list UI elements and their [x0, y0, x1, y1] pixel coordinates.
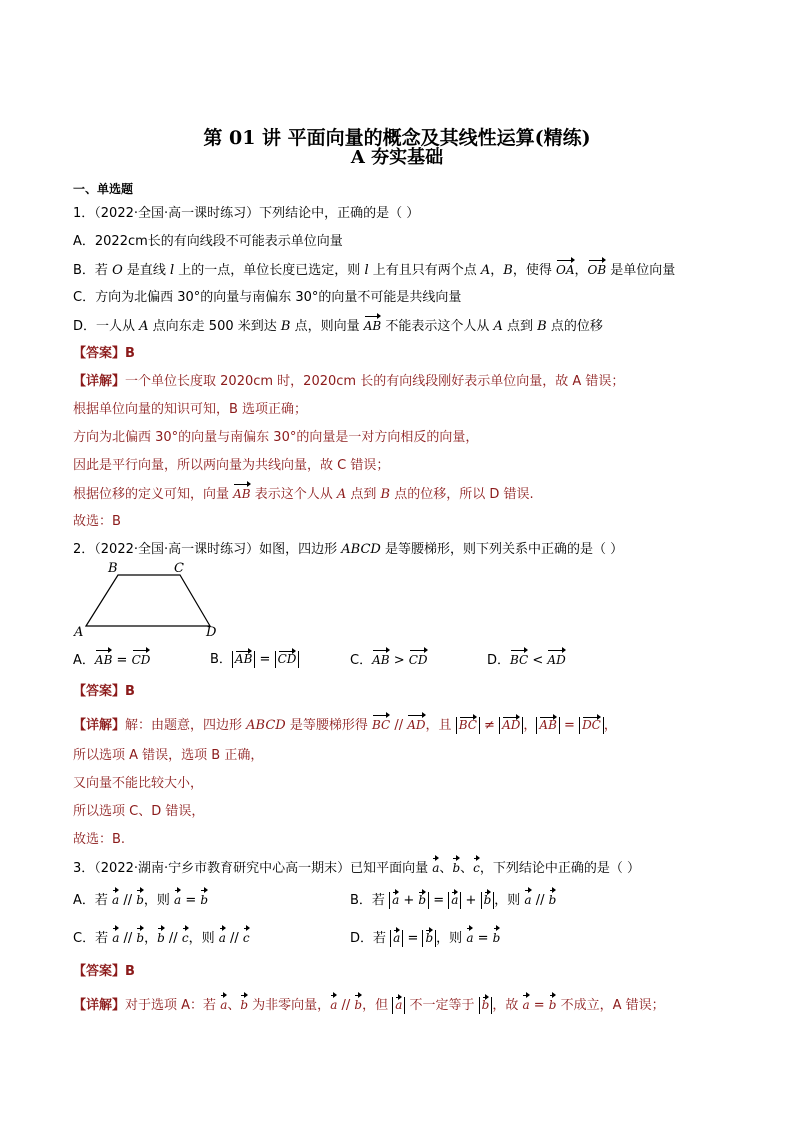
- text: 点，则向量: [290, 319, 364, 334]
- text: B: [503, 263, 513, 278]
- text: //: [337, 998, 355, 1013]
- answer-value: B: [125, 964, 135, 979]
- text: B: [380, 487, 391, 502]
- text: ，: [144, 931, 158, 946]
- text: ABCD: [246, 718, 286, 733]
- text: 点到: [346, 487, 381, 502]
- q1-answer: [73, 345, 135, 363]
- q1-detail-3: 方向为北偏西 30°的向量与南偏东 30°的向量是一对方向相反的向量，: [73, 430, 479, 445]
- vector-b: b: [492, 931, 501, 945]
- text: =: [112, 653, 132, 668]
- q3-detail-1: [73, 996, 665, 1015]
- text: B: [537, 319, 547, 334]
- trapezoid-shape: [86, 575, 210, 626]
- vector-b: b: [136, 893, 144, 907]
- vector-ab: AB: [539, 718, 557, 732]
- q2-choose: 故选：B.: [73, 832, 126, 847]
- text: 根据位移的定义可知，向量: [73, 487, 234, 502]
- text: ，且: [425, 718, 456, 733]
- vector-a: a: [522, 998, 530, 1012]
- vector-a: a: [392, 893, 400, 907]
- text: ABCD: [341, 542, 381, 557]
- vector-a: a: [451, 893, 459, 907]
- text: ，: [523, 718, 537, 733]
- text: ，则: [494, 893, 525, 908]
- vector-ab: AB: [233, 487, 251, 501]
- vector-a: a: [524, 893, 532, 907]
- answer-value: B: [125, 346, 135, 361]
- page-title: 第 01 讲 平面向量的概念及其线性运算(精练): [203, 127, 591, 149]
- text: ，故: [492, 998, 523, 1013]
- vector-a: a: [466, 931, 474, 945]
- vector-a: a: [174, 893, 182, 907]
- text: 3．（2022·湖南·宁乡市教育研究中心高一期末）已知平面向量: [73, 861, 433, 876]
- text: B．若: [350, 893, 390, 908]
- text: <: [528, 653, 548, 668]
- vector-b: b: [157, 931, 165, 945]
- text: 为非零向量，: [248, 998, 331, 1013]
- text: //: [531, 893, 549, 908]
- text: =: [429, 893, 449, 908]
- vector-c: c: [473, 861, 480, 875]
- q1-detail-2: 根据单位向量的知识可知，B 选项正确；: [73, 402, 308, 417]
- text: =: [559, 718, 580, 733]
- q2-option-a: [73, 651, 150, 670]
- vertex-d: D: [206, 625, 217, 640]
- vector-bc: BC: [371, 718, 391, 732]
- q3-option-b: [350, 891, 556, 910]
- vector-ad: AD: [502, 718, 521, 732]
- text: B．若: [73, 263, 113, 278]
- text: ，下列结论中正确的是（ ）: [479, 861, 641, 876]
- vector-b: b: [425, 931, 434, 945]
- detail-label: 【详解】: [73, 998, 126, 1013]
- vector-cd: CD: [131, 653, 151, 667]
- text: l: [170, 263, 175, 278]
- text: C．若: [73, 931, 113, 946]
- text: ，: [490, 263, 504, 278]
- vector-a: a: [218, 931, 226, 945]
- answer-label: 【答案】: [73, 964, 126, 979]
- text: 表示这个人从: [250, 487, 337, 502]
- text: D．一人从: [73, 319, 140, 334]
- q3-stem: [73, 859, 640, 878]
- vector-bc: BC: [458, 718, 477, 732]
- q1-detail-5: [73, 485, 534, 504]
- vector-ab: AB: [363, 319, 382, 333]
- text: 、: [439, 861, 453, 876]
- text: +: [461, 893, 481, 908]
- text: =: [255, 652, 275, 667]
- text: //: [225, 931, 243, 946]
- text: ，使得: [512, 263, 556, 278]
- vector-a: a: [112, 931, 120, 945]
- vector-oa: OA: [555, 263, 575, 277]
- vector-b: b: [136, 931, 145, 945]
- q1-stem: 1．（2022·全国·高一课时练习）下列结论中，正确的是（ ）: [73, 206, 420, 221]
- vector-ab: AB: [94, 653, 113, 667]
- page-subtitle: A 夯实基础: [350, 147, 444, 168]
- text: +: [399, 893, 419, 908]
- text: //: [390, 718, 408, 733]
- vector-a: a: [393, 931, 401, 945]
- text: 、: [460, 861, 474, 876]
- vertex-b: B: [108, 561, 118, 576]
- answer-label: 【答案】: [73, 684, 126, 699]
- vector-b: b: [481, 998, 490, 1012]
- q3-option-c: [73, 929, 250, 948]
- vector-b: b: [418, 893, 427, 907]
- q2-detail-1: [73, 716, 617, 735]
- vector-b: b: [452, 861, 461, 875]
- text: =: [403, 931, 423, 946]
- text: //: [119, 931, 137, 946]
- answer-value: B: [125, 684, 135, 699]
- text: 一个单位长度取 2020cm 时，2020cm 长的有向线段刚好表示单位向量，故 A 错误；: [125, 374, 625, 389]
- q1-choose: 故选：B: [73, 514, 121, 529]
- q1-option-c: C．方向为北偏西 30°的向量与南偏东 30°的向量不可能是共线向量: [73, 290, 462, 305]
- text: =: [529, 998, 549, 1013]
- text: 对于选项 A：若: [125, 998, 221, 1013]
- text: 解：由题意，四边形: [125, 718, 247, 733]
- q1-detail-1: [73, 373, 624, 391]
- text: l: [364, 263, 369, 278]
- text: B．: [210, 652, 232, 667]
- q2-detail-2: 所以选项 A 错误，选项 B 正确，: [73, 748, 264, 763]
- text: ≠: [479, 718, 500, 733]
- text: 、: [227, 998, 241, 1013]
- text: 上的一点，单位长度已选定，则: [174, 263, 365, 278]
- text: ，: [603, 718, 617, 733]
- text: 不能表示这个人从: [381, 319, 494, 334]
- text: 不成立，A 错误；: [556, 998, 665, 1013]
- vector-a: a: [395, 998, 403, 1012]
- vector-c: c: [181, 931, 189, 945]
- q3-answer: [73, 963, 135, 981]
- vector-cd: CD: [277, 652, 297, 666]
- vector-ob: OB: [587, 263, 607, 277]
- text: 是直线: [122, 263, 170, 278]
- text: ，: [574, 263, 588, 278]
- q3-option-a: [73, 891, 208, 910]
- text: A: [493, 319, 503, 334]
- q2-option-d: [487, 651, 566, 670]
- text: A: [336, 487, 347, 502]
- q2-option-b: [210, 651, 299, 669]
- section-heading: 一、单选题: [73, 182, 134, 196]
- text: 是单位向量: [606, 263, 676, 278]
- q2-option-c: [350, 651, 428, 670]
- text: A: [480, 263, 491, 278]
- vector-ad: AD: [547, 653, 566, 667]
- text: A: [139, 319, 149, 334]
- q1-option-d: [73, 317, 603, 336]
- vertex-c: C: [174, 561, 184, 576]
- text: >: [389, 653, 409, 668]
- vector-bc: BC: [510, 653, 529, 667]
- vector-ab: AB: [234, 652, 253, 666]
- q2-detail-4: 所以选项 C、D 错误，: [73, 804, 205, 819]
- text: 不一定等于: [405, 998, 479, 1013]
- text: 点到: [502, 319, 538, 334]
- text: //: [119, 893, 137, 908]
- text: 点的位移，所以 D 错误.: [390, 487, 534, 502]
- vector-c: c: [242, 931, 250, 945]
- q2-answer: [73, 683, 135, 701]
- trapezoid-figure: [70, 558, 230, 640]
- vector-b: b: [200, 893, 209, 907]
- text: A．若: [73, 893, 113, 908]
- text: 点的位移: [546, 319, 603, 334]
- text: 2．（2022·全国·高一课时练习）如图，四边形: [73, 542, 342, 557]
- text: ，但: [362, 998, 393, 1013]
- vector-b: b: [548, 998, 557, 1012]
- detail-label: 【详解】: [73, 718, 126, 733]
- vector-b: b: [354, 998, 363, 1012]
- text: 是等腰梯形得: [285, 718, 372, 733]
- text: =: [181, 893, 201, 908]
- q1-option-b: [73, 261, 675, 280]
- vector-b: b: [483, 893, 492, 907]
- text: ，则: [143, 893, 175, 908]
- text: B: [280, 319, 291, 334]
- vector-b: b: [548, 893, 557, 907]
- text: A．: [73, 653, 95, 668]
- text: =: [473, 931, 493, 946]
- text: ，则: [436, 931, 467, 946]
- q2-stem: [73, 541, 623, 559]
- vector-a: a: [220, 998, 228, 1012]
- text: 是等腰梯形，则下列关系中正确的是（ ）: [380, 542, 624, 557]
- text: D．若: [350, 931, 391, 946]
- detail-label: 【详解】: [73, 374, 126, 389]
- vector-a: a: [330, 998, 338, 1012]
- vector-ab: AB: [372, 653, 390, 667]
- vector-cd: CD: [408, 653, 428, 667]
- q1-option-a: A．2022cm长的有向线段不可能表示单位向量: [73, 234, 343, 249]
- vector-b: b: [240, 998, 249, 1012]
- text: O: [112, 263, 123, 278]
- text: //: [164, 931, 182, 946]
- vertex-a: A: [74, 625, 84, 640]
- q3-option-d: [350, 929, 500, 948]
- text: 点向东走 500 米到达: [148, 319, 281, 334]
- vector-a: a: [432, 861, 440, 875]
- q1-detail-4: 因此是平行向量，所以两向量为共线向量，故 C 错误；: [73, 458, 390, 473]
- q2-detail-3: 又向量不能比较大小，: [73, 776, 204, 791]
- vector-dc: DC: [582, 718, 601, 732]
- vector-ad: AD: [407, 718, 426, 732]
- vector-a: a: [112, 893, 120, 907]
- text: ，则: [188, 931, 219, 946]
- answer-label: 【答案】: [73, 346, 126, 361]
- text: C．: [350, 653, 373, 668]
- text: D．: [487, 653, 511, 668]
- text: 上有且只有两个点: [368, 263, 481, 278]
